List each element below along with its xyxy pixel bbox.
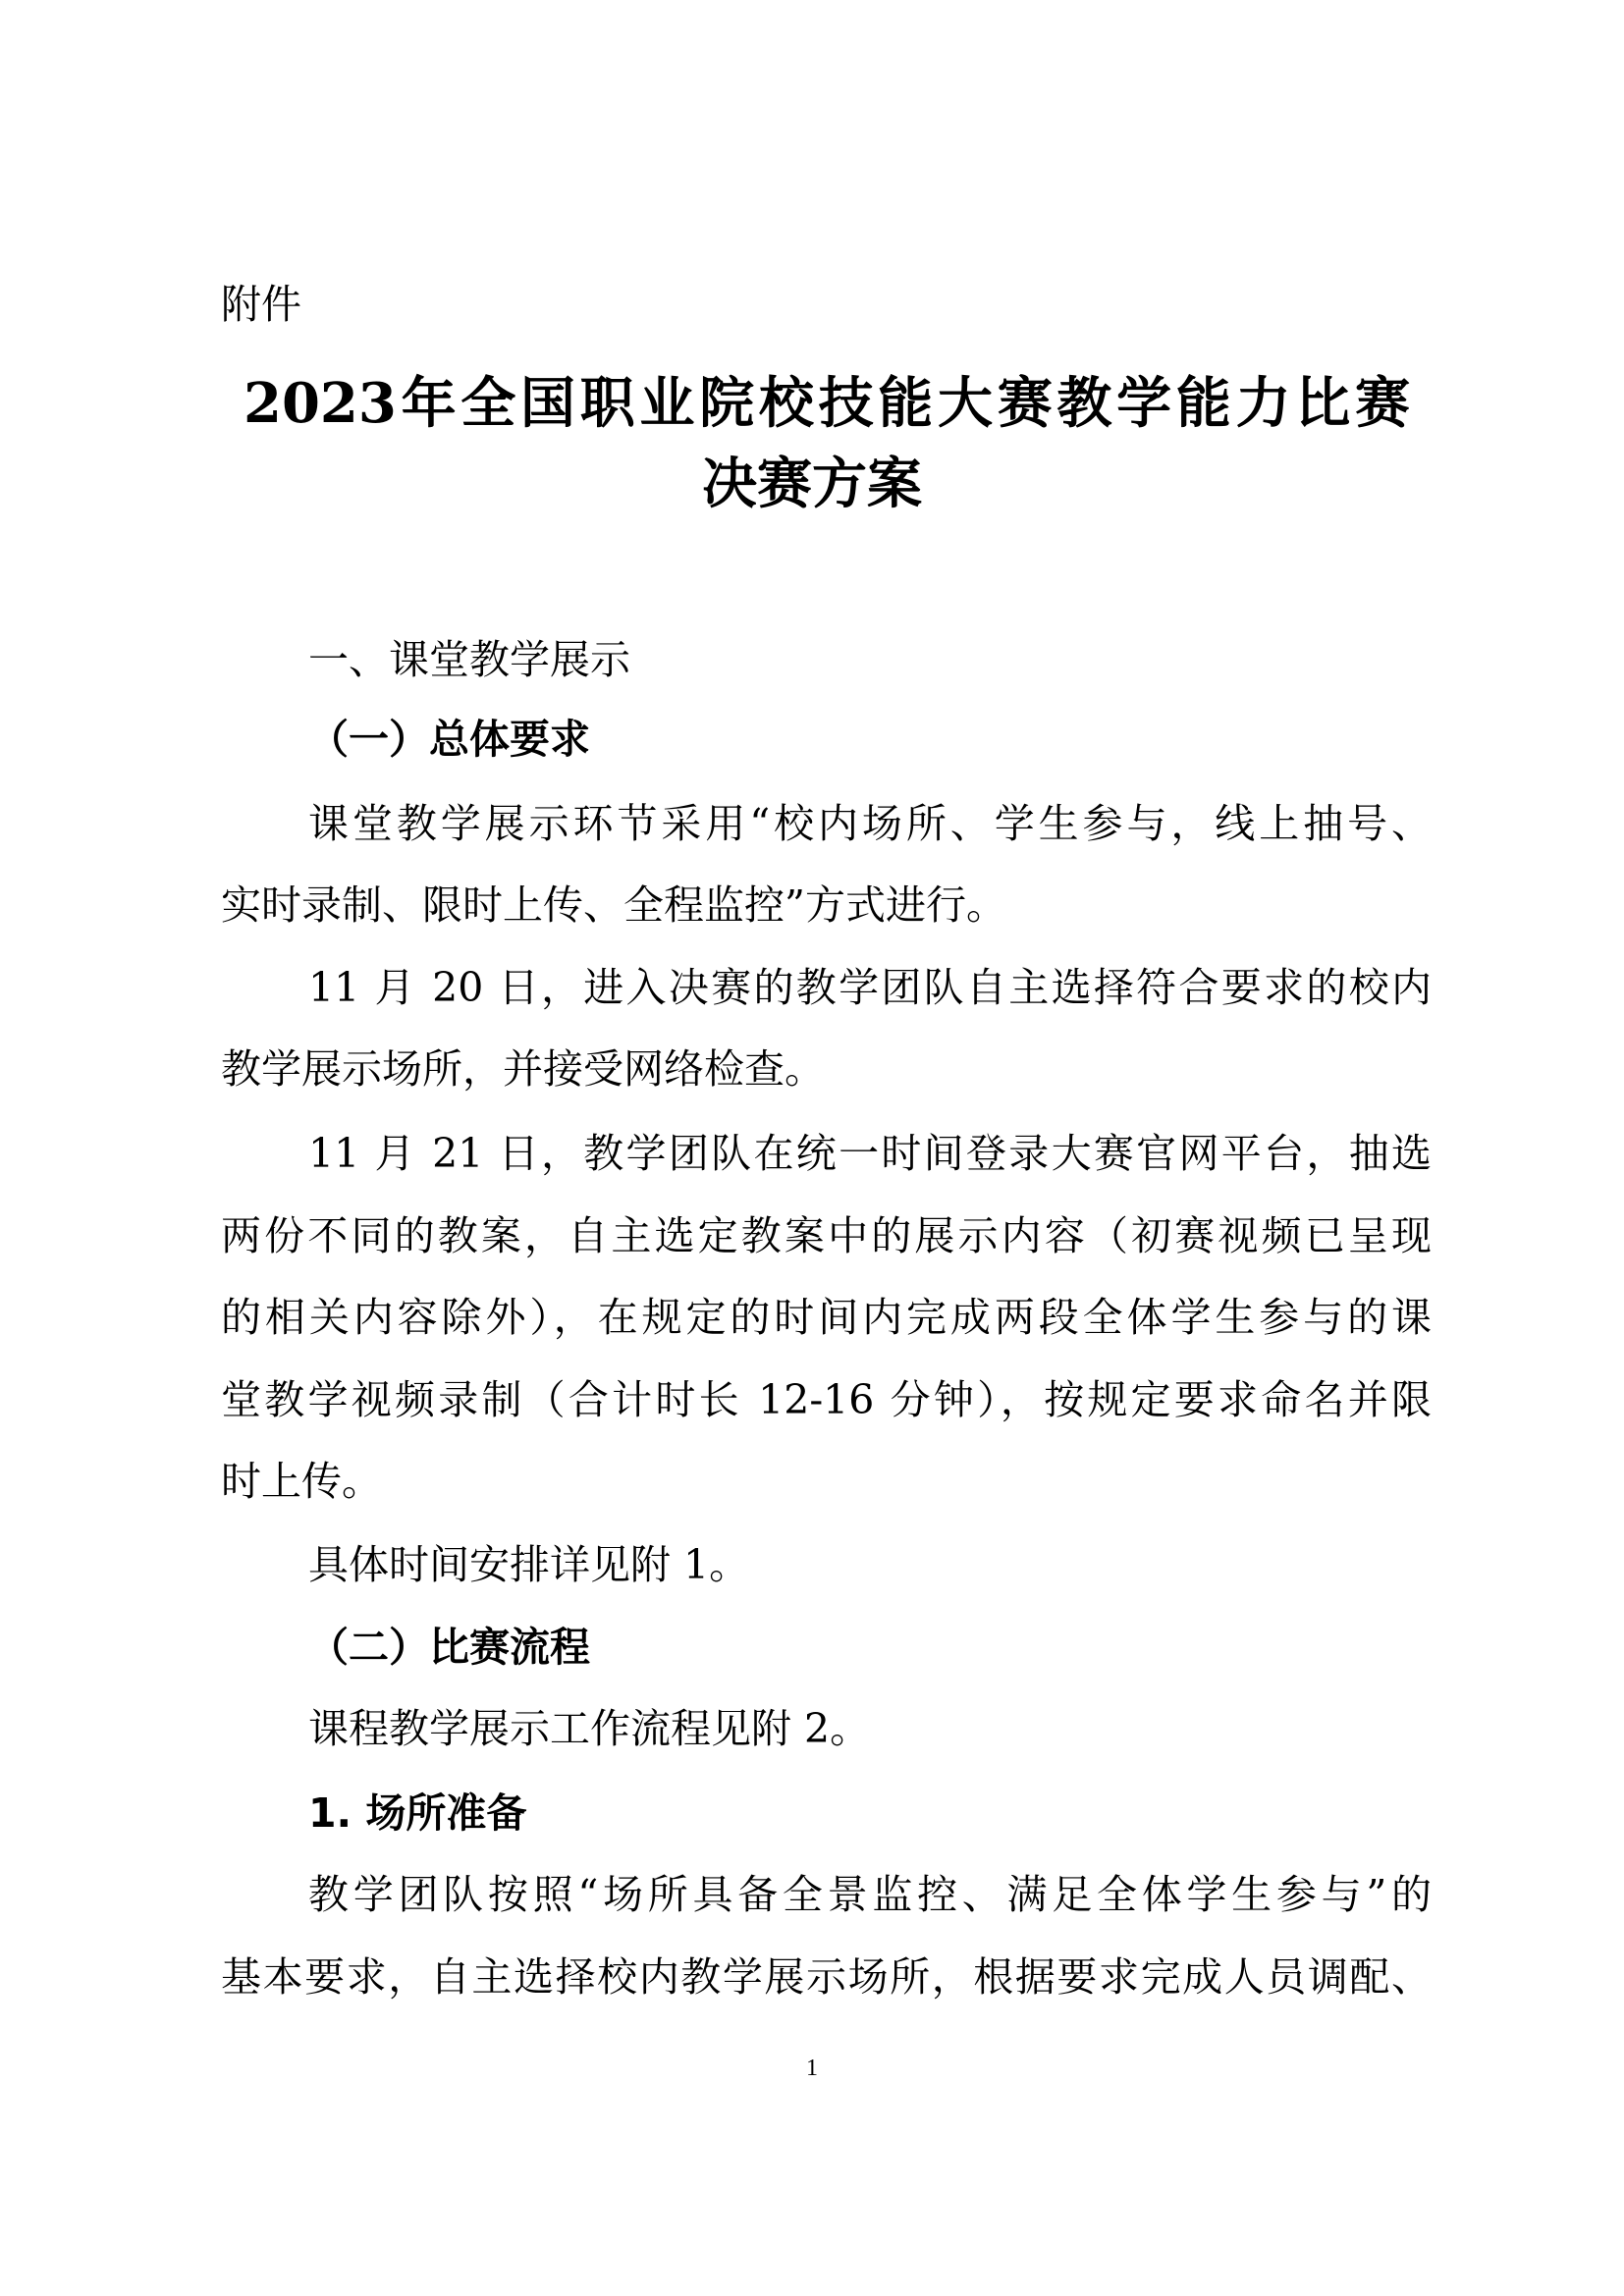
paragraph-line: 两份不同的教案，自主选定教案中的展示内容（初赛视频已呈现 (221, 1212, 1432, 1259)
paragraph-line: 堂教学视频录制（合计时长 12-16 分钟），按规定要求命名并限 (221, 1376, 1432, 1423)
paragraph-line: 11 月 21 日，教学团队在统一时间登录大赛官网平台，抽选 (308, 1130, 1432, 1177)
attachment-label: 附件 (221, 281, 301, 328)
paragraph-line: 实时录制、限时上传、全程监控”方式进行。 (221, 881, 1006, 929)
paragraph-line: 基本要求，自主选择校内教学展示场所，根据要求完成人员调配、 (221, 1953, 1432, 2001)
paragraph-line: 11 月 20 日，进入决赛的教学团队自主选择符合要求的校内 (308, 964, 1432, 1011)
paragraph-line: 的相关内容除外），在规定的时间内完成两段全体学生参与的课 (221, 1294, 1432, 1341)
subsection-heading-1: （一）总体要求 (308, 716, 590, 763)
page-number: 1 (806, 2056, 818, 2081)
paragraph-line: 教学团队按照“场所具备全景监控、满足全体学生参与”的 (308, 1871, 1432, 1918)
title-line-1: 2023年全国职业院校技能大赛教学能力比赛 (244, 371, 1410, 436)
subsection-heading-2: （二）比赛流程 (308, 1624, 590, 1671)
section-heading: 一、课堂教学展示 (308, 636, 630, 683)
paragraph-line: 时上传。 (221, 1458, 382, 1505)
title-line-2: 决赛方案 (702, 452, 922, 516)
paragraph-line: 课程教学展示工作流程见附 2。 (308, 1705, 871, 1752)
paragraph-line: 具体时间安排详见附 1。 (308, 1541, 750, 1588)
paragraph-line: 课堂教学展示环节采用“校内场所、学生参与，线上抽号、 (308, 800, 1432, 847)
item-heading: 1. 场所准备 (308, 1789, 527, 1837)
paragraph-line: 教学展示场所，并接受网络检查。 (221, 1045, 825, 1093)
